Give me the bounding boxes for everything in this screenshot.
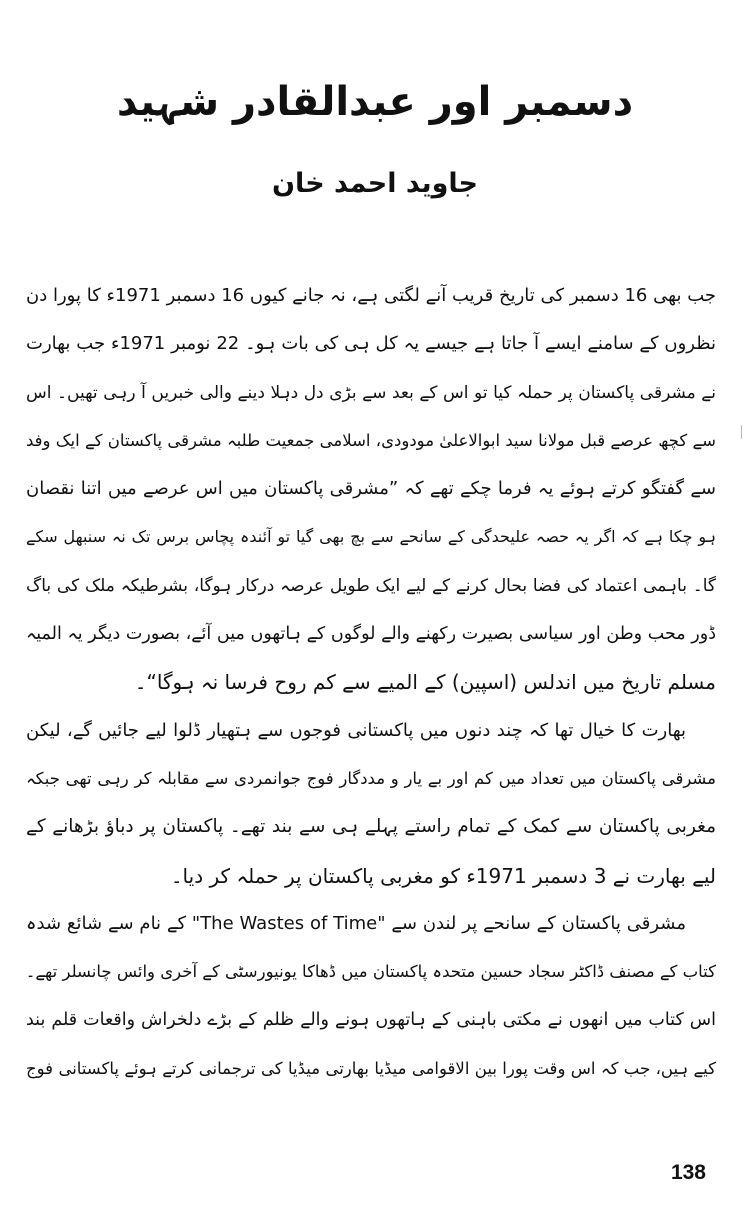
text-line: گا۔ باہمی اعتماد کی فضا بحال کرنے کے لیے ایک طویل عرصہ درکار ہوگا، بشرطیکہ ملک کی باگ [26, 575, 716, 596]
author-name: جاوید احمد خان [272, 168, 478, 199]
text-line: نے مشرقی پاکستان پر حملہ کیا تو اس کے بعد سے بڑی دل دہلا دینے والی خبریں آ رہی تھیں۔ اس [26, 382, 716, 403]
text-line: لیے بھارت نے 3 دسمبر 1971ء کو مغربی پاکستان پر حملہ کر دیا۔ [170, 863, 716, 888]
text-line: نظروں کے سامنے ایسے آ جاتا ہے جیسے یہ کل ہی کی بات ہو۔ 22 نومبر 1971ء جب بھارت [26, 333, 716, 355]
body-text [26, 272, 716, 1093]
text-line: ہو چکا ہے کہ اگر یہ حصہ علیحدگی کے سانحے سے بچ بھی گیا تو آئندہ پچاس برس تک نہ سنبھل سکے [26, 527, 716, 547]
scan-edge-mark [741, 425, 742, 439]
text-line: سے گفتگو کرتے ہوئے یہ فرما چکے تھے کہ ”مشرقی پاکستان میں اس عرصے میں اتنا نقصان [26, 478, 716, 500]
text-line: مشرقی پاکستان میں تعداد میں کم اور بے یار و مددگار فوج جوانمردی سے مقابلہ کر رہی تھی جبکہ [26, 768, 716, 788]
text-line: کتاب کے مصنف ڈاکٹر سجاد حسین متحدہ پاکستان میں ڈھاکا یونیورسٹی کے آخری وائس چانسلر تھے۔ [26, 962, 716, 982]
text-line: مغربی پاکستان سے کمک کے تمام راستے پہلے ہی سے بند تھے۔ پاکستان پر دباؤ بڑھانے کے [26, 816, 716, 838]
chapter-title: دسمبر اور عبدالقادر شہید [116, 79, 634, 125]
text-line: کیے ہیں، جب کہ اس وقت پورا بین الاقوامی میڈیا بھارتی میڈیا کی ترجمانی کرتے ہوئے پاکستانی فوج [26, 1058, 716, 1078]
text-line: مشرقی پاکستان کے سانحے پر لندن سے "The Wastes of Time" کے نام سے شائع شدہ [26, 912, 686, 934]
text-line: بھارت کا خیال تھا کہ چند دنوں میں پاکستانی فوجوں سے ہتھیار ڈلوا لیے جائیں گے، لیکن [26, 719, 686, 741]
text-line: ڈور محب وطن اور سیاسی بصیرت رکھنے والے لوگوں کے ہاتھوں میں آئے، بصورت دیگر یہ المیہ [26, 624, 716, 645]
text-line: مسلم تاریخ میں اندلس (اسپین) کے المیے سے کم روح فرسا نہ ہوگا“۔ [134, 670, 716, 695]
page-number: 138 [670, 1161, 706, 1184]
text-line: سے کچھ عرصے قبل مولانا سید ابوالاعلیٰ مودودی، اسلامی جمعیت طلبہ مشرقی پاکستان کے ایک وفد [26, 430, 716, 450]
text-line: اس کتاب میں انھوں نے مکتی باہنی کے ہاتھوں ہونے والے ظلم کے بڑے دلخراش واقعات قلم بند [26, 1010, 716, 1031]
text-line: جب بھی 16 دسمبر کی تاریخ قریب آنے لگتی ہے، نہ جانے کیوں 16 دسمبر 1971ء کا پورا دن [26, 285, 716, 306]
